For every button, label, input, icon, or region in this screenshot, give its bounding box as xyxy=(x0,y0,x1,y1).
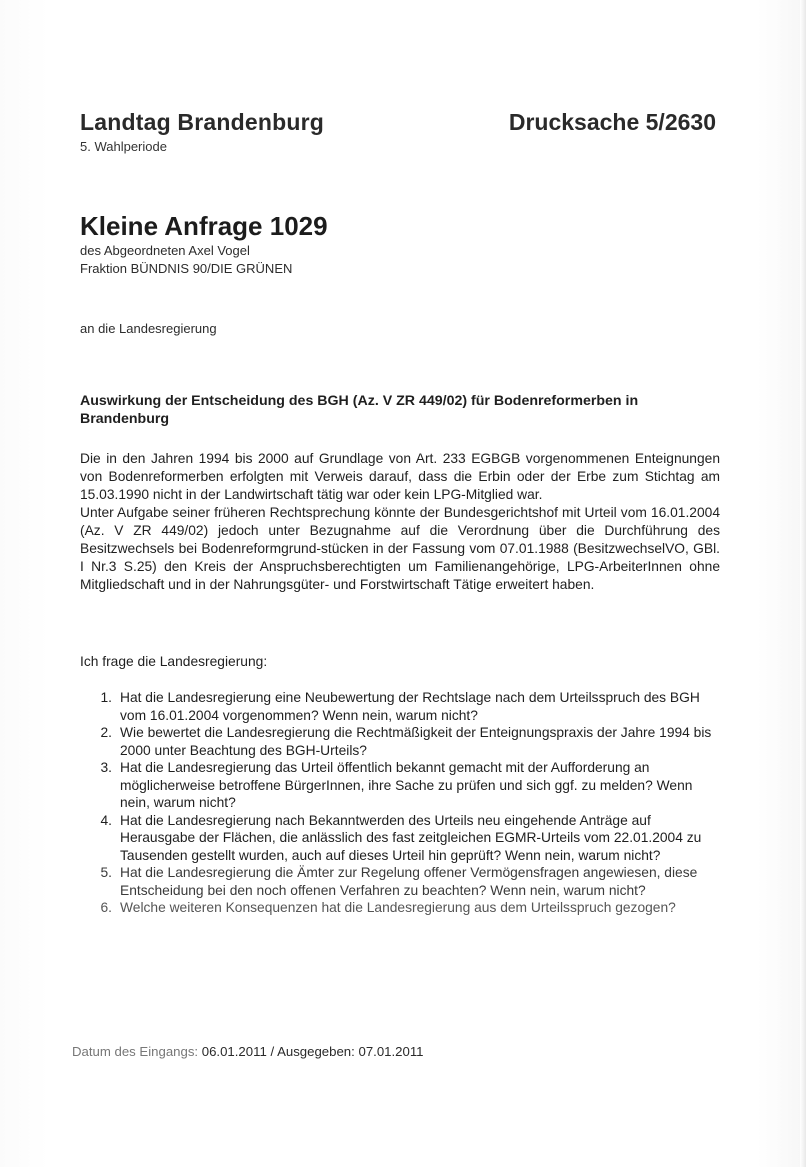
question-text: Hat die Landesregierung nach Bekanntwerden des Urteils neu eingehende Anträge auf Herausgabe der Flächen, die anlässlich des fast zeitgleichen EGMR-Urteils vom 22.01.2004 zu Tausenden gestellt wurden, auch auf dieses Urteil hin geprüft? Wenn nein, warum nicht? xyxy=(120,812,702,863)
document-number: Drucksache 5/2630 xyxy=(508,109,716,135)
question-number: 3. xyxy=(100,760,112,775)
question-text: Wie bewertet die Landesregierung die Rechtmäßigkeit der Enteignungspraxis der Jahre 1994 bis 2000 unter Beachtung des BGH-Urteils? xyxy=(120,725,712,758)
body-paragraph-1: Die in den Jahren 1994 bis 2000 auf Grundlage von Art. 233 EGBGB vorgenommenen Enteignungen von Bodenreformerben erfolgten mit Verweis darauf, dass die Erbin oder der Erbe zum Stichtag am 15.03.1990 nicht in der Landwirtschaft tätig war oder kein LPG-Mitglied war. xyxy=(80,451,720,502)
question-intro: Ich frage die Landesregierung: xyxy=(80,654,268,669)
organization-name: Landtag Brandenburg xyxy=(80,109,325,135)
question-item xyxy=(92,899,712,917)
inquiry-faction: Fraktion BÜNDNIS 90/DIE GRÜNEN xyxy=(80,261,293,276)
issued-date: 07.01.2011 xyxy=(358,1044,424,1059)
question-list xyxy=(92,689,712,917)
question-item xyxy=(92,689,712,724)
document-header xyxy=(80,108,324,156)
question-number: 2. xyxy=(100,725,112,740)
question-text: Hat die Landesregierung eine Neubewertung der Rechtslage nach dem Urteilsspruch des BGH vom 16.01.2004 vorgenommen? Wenn nein, warum nicht? xyxy=(120,690,700,723)
question-item xyxy=(92,724,712,759)
question-text: Welche weiteren Konsequenzen hat die Landesregierung aus dem Urteilsspruch gezogen? xyxy=(120,900,676,915)
inquiry-block xyxy=(80,210,328,278)
recipient: an die Landesregierung xyxy=(80,321,217,336)
footer-separator: / xyxy=(270,1044,275,1059)
inquiry-author: des Abgeordneten Axel Vogel xyxy=(80,243,250,258)
question-number: 6. xyxy=(100,900,112,915)
body-paragraph-2: Unter Aufgabe seiner früheren Rechtsprechung könnte der Bundesgerichtshof mit Urteil vom 16.01.2004 (Az. V ZR 449/02) jedoch unter Bezugnahme auf die Verordnung über die Durchführung des Besitzwechsels bei Bodenreformgrund-stücken in der Fassung vom 07.01.1988 (BesitzwechselVO, GBl. I Nr.3 S.25) den Kreis der Anspruchsberechtigten um Familienangehörige, LPG-ArbeiterInnen ohne Mitgliedschaft und in der Nahrungsgüter- und Forstwirtschaft Tätige erweitert haben. xyxy=(80,505,720,592)
subject-heading: Auswirkung der Entscheidung des BGH (Az. V ZR 449/02) für Bodenreformerben in Brandenburg xyxy=(80,393,639,427)
question-number: 4. xyxy=(100,812,112,828)
page-edge-shadow xyxy=(800,0,806,1167)
issued-label: Ausgegeben: xyxy=(277,1044,355,1059)
received-label: Datum des Eingangs: xyxy=(72,1044,199,1059)
question-number: 1. xyxy=(100,690,112,705)
received-date: 06.01.2011 xyxy=(201,1044,267,1059)
inquiry-title: Kleine Anfrage 1029 xyxy=(80,211,328,241)
question-item xyxy=(92,759,712,812)
body-text xyxy=(80,450,720,594)
legislative-period: 5. Wahlperiode xyxy=(80,139,167,154)
question-text: Hat die Landesregierung die Ämter zur Regelung offener Vermögensfragen angewiesen, diese Entscheidung bei den noch offenen Verfahren zu beachten? Wenn nein, warum nicht? xyxy=(120,865,698,898)
document-footer xyxy=(72,1043,424,1061)
question-item xyxy=(92,864,712,899)
question-number: 5. xyxy=(100,865,112,880)
question-item xyxy=(92,812,712,865)
question-text: Hat die Landesregierung das Urteil öffentlich bekannt gemacht mit der Aufforderung an möglicherweise betroffene BürgerInnen, ihre Sache zu prüfen und sich ggf. zu melden? Wenn nein, warum nicht? xyxy=(120,760,693,810)
